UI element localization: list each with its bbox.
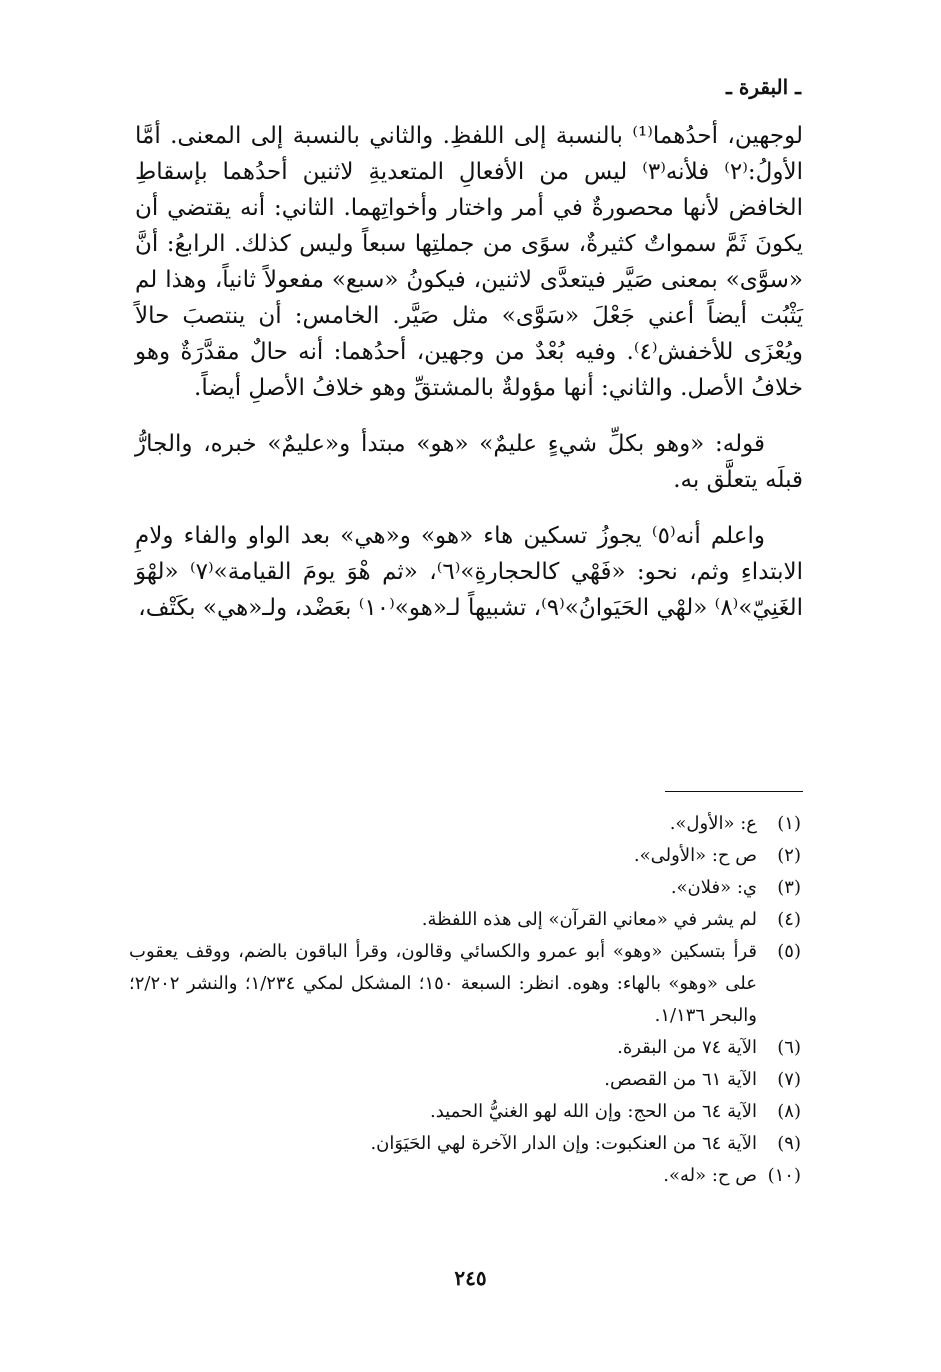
footnote-text: ي: «فلان». [670, 877, 757, 898]
footnote-number: (٧) [777, 1069, 801, 1090]
footnote [129, 1032, 801, 1064]
footnote [129, 1128, 801, 1160]
footnotes [129, 808, 801, 1192]
footnote-text: لم يشر في «معاني القرآن» إلى هذه اللفظة. [421, 909, 757, 930]
footnote-separator [665, 791, 803, 792]
footnote-number: (١٠) [767, 1165, 801, 1186]
footnote-text: الآية ٦٤ من الحج: وإن الله لهو الغنيُّ الحميد. [430, 1101, 757, 1122]
footnote-text: ع: «الأول». [669, 813, 757, 834]
footnote [129, 840, 801, 872]
main-text [135, 118, 803, 626]
page-number: ٢٤٥ [454, 1266, 487, 1290]
footnote-number: (٦) [777, 1037, 801, 1058]
footnote-text: الآية ٦٤ من العنكبوت: وإن الدار الآخرة لهي الحَيَوَان. [370, 1133, 757, 1154]
footnote-number: (٤) [777, 909, 801, 930]
footnote-text: ص ح: «الأولى». [633, 845, 757, 866]
footnote [129, 1096, 801, 1128]
footnote-number: (٣) [777, 877, 801, 898]
footnote-number: (٥) [777, 941, 801, 962]
footnote [129, 808, 801, 840]
footnote-text: الآية ٦١ من القصص. [604, 1069, 757, 1090]
footnote [129, 872, 801, 904]
footnote [129, 1160, 801, 1192]
footnote-number: (٨) [777, 1101, 801, 1122]
footnote [129, 936, 801, 1032]
footnote-number: (٢) [777, 845, 801, 866]
footnote-number: (١) [777, 813, 801, 834]
running-header: ـ البقرة ـ [726, 75, 801, 99]
footnote-text: ص ح: «له». [663, 1165, 757, 1186]
paragraph-1: لوجهين، أحدُهما⁽¹⁾ بالنسبة إلى اللفظِ. والثاني بالنسبة إلى المعنى. أمَّا الأولُ:⁽٢⁾ فلأنه⁽٣⁾ ليس من الأفعالِ المتعديةِ لاثنين أحدُهما بإسقاطِ الخافض لأنها محصورةٌ في أمر واختار وأخواتِهما. الثاني: أنه يقتضي أن يكونَ ثَمَّ سمواتٌ كثيرةٌ، سوًى من جملتِها سبعاً وليس كذلك. الرابعُ: أنَّ «سوَّى» بمعنى صَيَّر فيتعدَّى لاثنين، فيكونُ «سبع» مفعولاً ثانياً، وهذا لم يَثْبُت أيضاً أعني جَعْلَ «سَوَّى» مثل صَيَّر. الخامس: أن ينتصبَ حالاً ويُعْزَى للأخفش⁽٤⁾. وفيه بُعْدٌ من وجهين، أحدُهما: أنه حالٌ مقدَّرَةٌ وهو خلافُ الأصل. والثاني: أنها مؤولةٌ بالمشتقِّ وهو خلافُ الأصلِ أيضاً. [135, 123, 803, 401]
paragraph-2: قوله: «وهو بكلِّ شيءٍ عليمٌ» «هو» مبتدأ و«عليمٌ» خبره، والجارُّ قبلَه يتعلَّق به. [135, 431, 803, 493]
footnote-text: الآية ٧٤ من البقرة. [617, 1037, 757, 1058]
footnote-text: قرأ بتسكين «وهو» أبو عمرو والكسائي وقالون، وقرأ الباقون بالضم، ووقف يعقوب على «وهو» بالهاء: وهوه. انظر: السبعة ١٥٠؛ المشكل لمكي ١/٢٣٤؛ والنشر ٢/٢٠٢؛ والبحر ١/١٣٦. [129, 941, 757, 1026]
footnote [129, 904, 801, 936]
footnote [129, 1064, 801, 1096]
paragraph-3: واعلم أنه⁽٥⁾ يجوزُ تسكين هاء «هو» و«هي» بعد الواو والفاء ولامِ الابتداءِ وثم، نحو: «فَهْي كالحجارةِ»⁽٦⁾، «ثم هْوَ يومَ القيامة»⁽٧⁾ «لهْوَ الغَنِيّ»⁽٨⁾ «لهْي الحَيَوانُ»⁽٩⁾، تشبيهاً لـ«هو»⁽١٠⁾ بعَضْد، ولـ«هي» بكَتْف، [135, 523, 804, 621]
footnote-number: (٩) [777, 1133, 801, 1154]
